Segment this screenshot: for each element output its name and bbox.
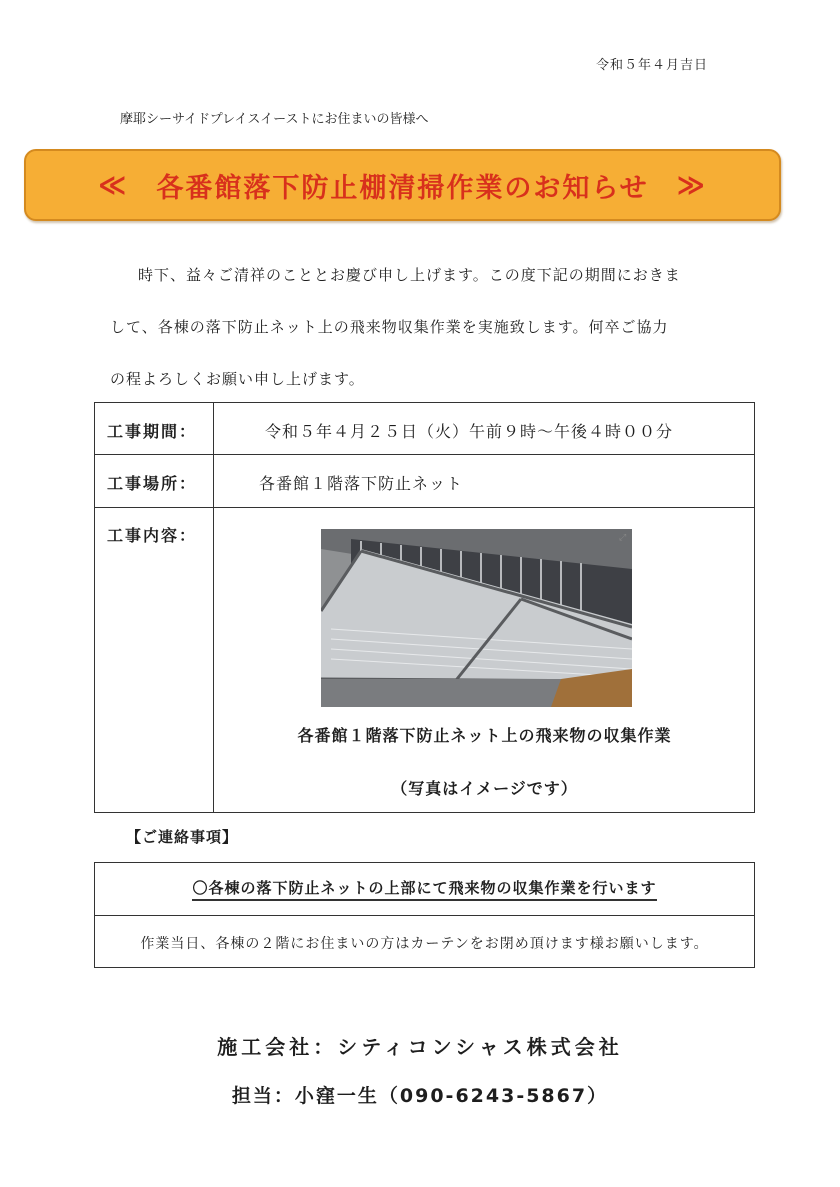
intro-line-3: の程よろしくお願い申し上げます。: [110, 370, 365, 388]
title-banner: [24, 149, 781, 221]
title-right-mark: ≫: [676, 169, 707, 201]
table-divider: [95, 507, 754, 508]
company-name: 施工会社：シティコンシャス株式会社: [217, 1035, 623, 1059]
balcony-net-illustration: [321, 529, 632, 707]
place-label: 工事場所：: [107, 474, 198, 493]
period-label: 工事期間：: [107, 422, 198, 441]
content-label: 工事内容：: [107, 526, 198, 545]
contact-table: [94, 862, 755, 968]
content-note: （写真はイメージです）: [391, 779, 578, 798]
intro-line-2: して、各棟の落下防止ネット上の飛来物収集作業を実施致します。何卒ご協力: [110, 318, 669, 336]
table-divider: [95, 915, 754, 916]
work-photo: [321, 529, 632, 707]
work-details-table: [94, 402, 755, 813]
table-column-divider: [213, 403, 214, 812]
table-divider: [95, 454, 754, 455]
page-title: 各番館落下防止棚清掃作業のお知らせ: [156, 172, 649, 204]
contact-line-2: 作業当日、各棟の２階にお住まいの方はカーテンをお閉め頂けます様お願いします。: [140, 936, 709, 952]
place-value: 各番館１階落下防止ネット: [259, 474, 464, 493]
expand-icon: ⤢: [619, 533, 627, 543]
contact-line-1-text: 〇各棟の落下防止ネットの上部にて飛来物の収集作業を行います: [192, 879, 656, 901]
contact-line-1: [95, 877, 754, 898]
title-left-mark: ≪: [98, 169, 129, 201]
issue-date: 令和５年４月吉日: [596, 58, 709, 73]
staff-contact: 担当：小窪一生（090-6243-5867）: [231, 1085, 609, 1107]
content-caption: 各番館１階落下防止ネット上の飛来物の収集作業: [297, 726, 672, 745]
period-value: 令和５年４月２５日（火）午前９時～午後４時００分: [265, 422, 674, 441]
intro-line-1: 時下、益々ご清祥のこととお慶び申し上げます。この度下記の期間におきま: [138, 266, 681, 284]
contact-heading: 【ご連絡事項】: [126, 828, 239, 846]
addressee: 摩耶シーサイドプレイスイーストにお住まいの皆様へ: [120, 112, 429, 127]
